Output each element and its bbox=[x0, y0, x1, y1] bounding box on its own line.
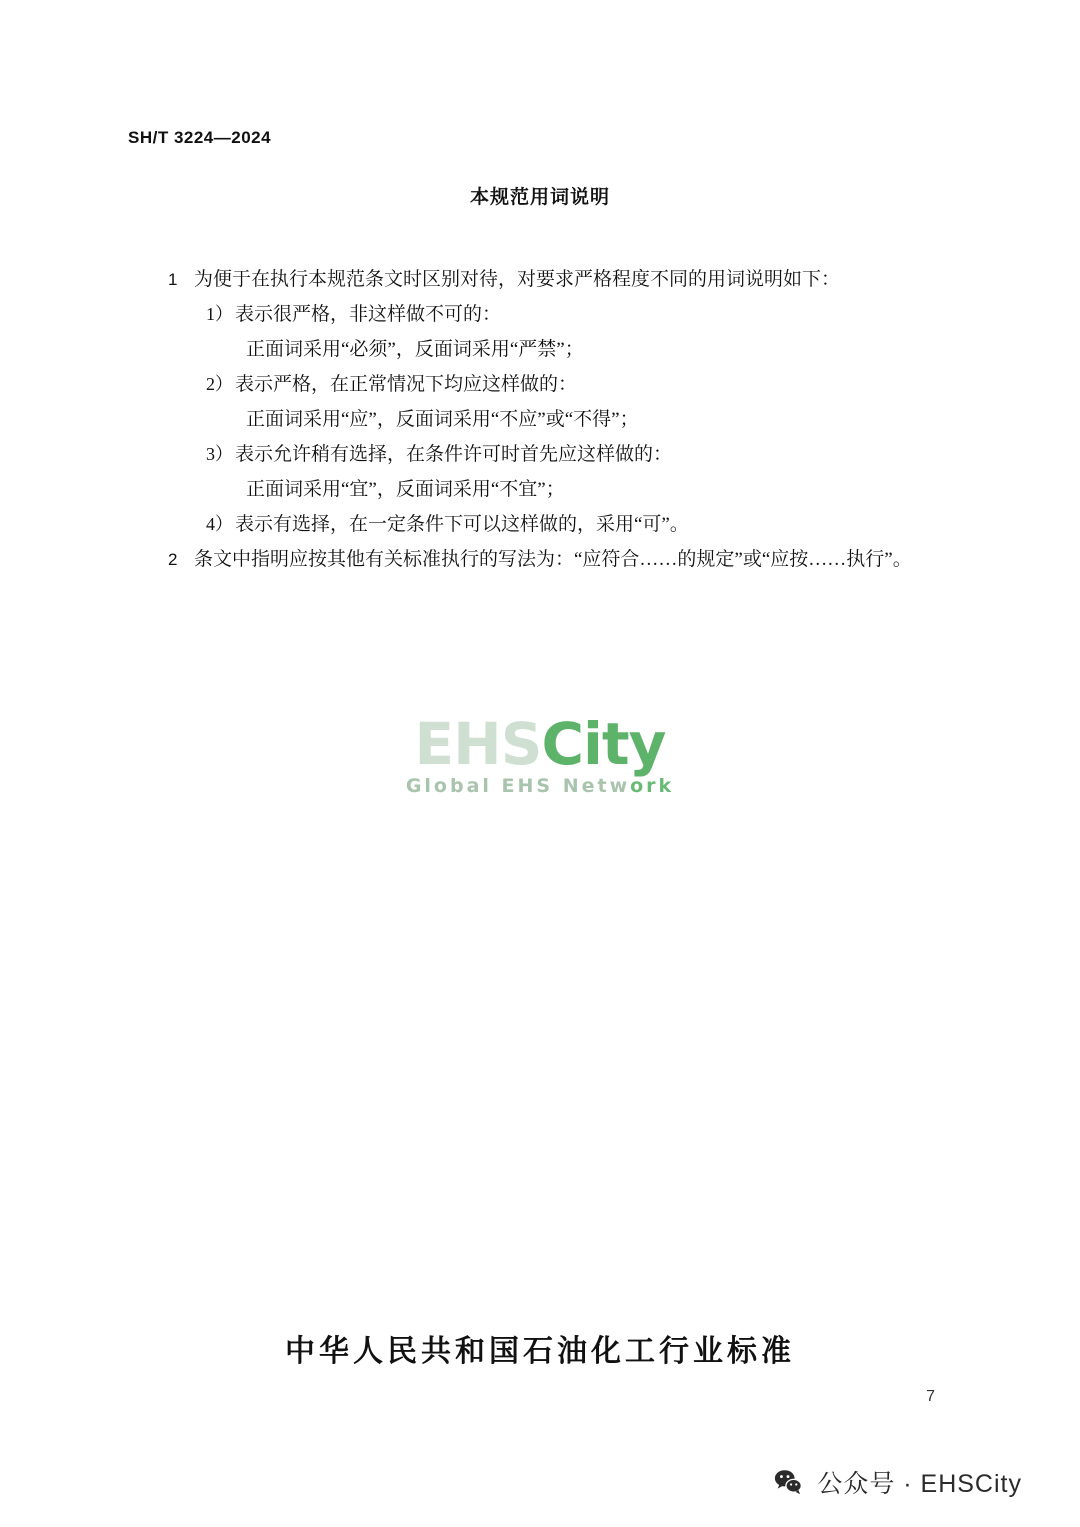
watermark-sub-light: Global EHS Netw bbox=[405, 775, 631, 797]
item-number: 3） bbox=[206, 444, 233, 464]
list-item bbox=[168, 297, 958, 332]
item-text: 表示严格，在正常情况下均应这样做的： bbox=[235, 374, 578, 395]
item-text: 正面词采用“必须”，反面词采用“严禁”； bbox=[246, 339, 584, 360]
list-item bbox=[168, 507, 958, 542]
watermark-sub-accent: ork bbox=[630, 775, 675, 797]
clause-list bbox=[168, 262, 958, 577]
wechat-icon bbox=[773, 1467, 803, 1497]
list-item bbox=[168, 542, 958, 577]
standard-code: SH/T 3224—2024 bbox=[128, 128, 272, 147]
watermark-tagline bbox=[0, 777, 1080, 796]
wechat-footer bbox=[0, 1437, 1080, 1527]
watermark-main-accent: City bbox=[541, 710, 666, 778]
watermark-wordmark bbox=[0, 710, 1080, 778]
item-number: 1 bbox=[168, 270, 178, 289]
page-number: 7 bbox=[926, 1388, 935, 1405]
item-text: 表示很严格，非这样做不可的： bbox=[235, 304, 502, 325]
watermark-logo bbox=[0, 710, 1080, 797]
item-text: 为便于在执行本规范条文时区别对待，对要求严格程度不同的用词说明如下： bbox=[194, 269, 841, 290]
item-text: 条文中指明应按其他有关标准执行的写法为：“应符合……的规定”或“应按……执行”。 bbox=[194, 549, 912, 570]
footer-standard-title: 中华人民共和国石油化工行业标准 bbox=[285, 1335, 795, 1368]
item-text: 表示允许稍有选择，在条件许可时首先应这样做的： bbox=[235, 444, 673, 465]
list-item bbox=[168, 262, 958, 297]
list-item bbox=[168, 472, 958, 507]
item-number: 2） bbox=[206, 374, 233, 394]
list-item bbox=[168, 437, 958, 472]
item-number: 1） bbox=[206, 304, 233, 324]
list-item bbox=[168, 402, 958, 437]
item-text: 正面词采用“宜”，反面词采用“不宜”； bbox=[246, 479, 565, 500]
wechat-label: 公众号 · EHSCity bbox=[817, 1470, 1022, 1498]
item-number: 2 bbox=[168, 550, 178, 569]
list-item bbox=[168, 332, 958, 367]
item-text: 正面词采用“应”，反面词采用“不应”或“不得”； bbox=[246, 409, 639, 430]
list-item bbox=[168, 367, 958, 402]
item-text: 表示有选择，在一定条件下可以这样做的，采用“可”。 bbox=[235, 514, 689, 535]
item-number: 4） bbox=[206, 514, 233, 534]
watermark-main-light: EHS bbox=[414, 710, 542, 778]
page-title: 本规范用词说明 bbox=[469, 187, 610, 208]
